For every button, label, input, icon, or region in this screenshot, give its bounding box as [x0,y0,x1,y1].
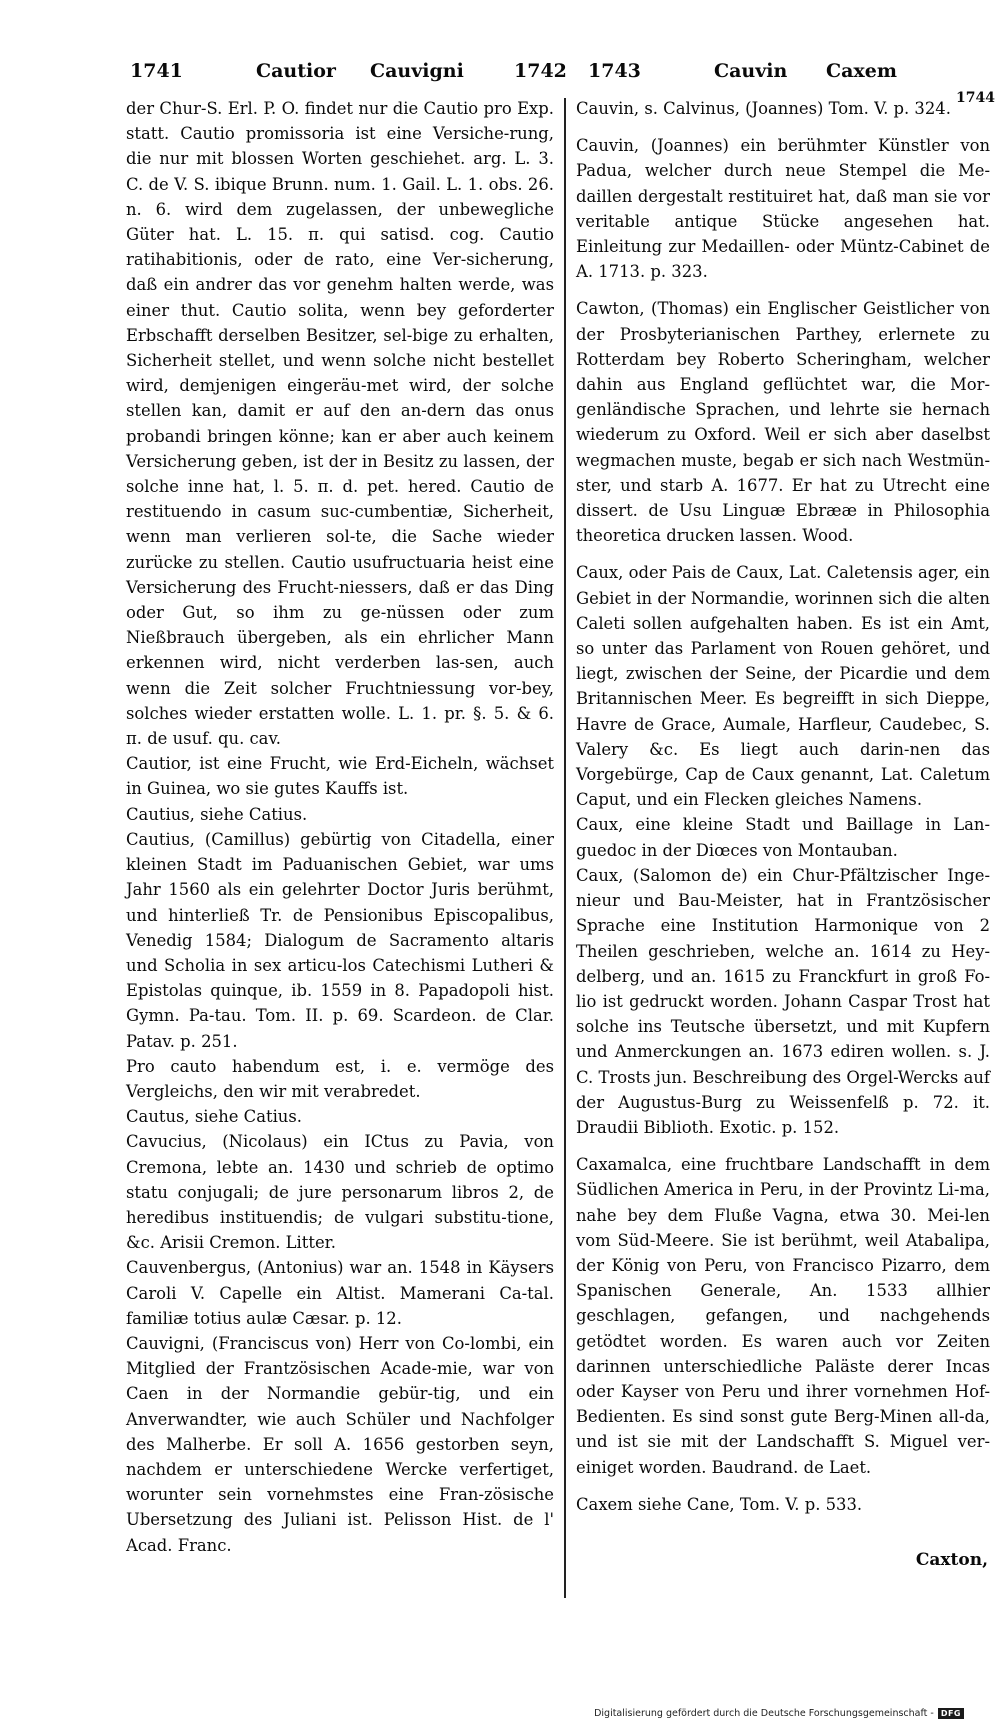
column-divider [564,98,566,1598]
header-page-number-right-2: 1744 [956,90,995,106]
entry-cawton: Cawton, (Thomas) ein Englischer Geistlicher von der Prosbyterianischen Parthey, erlernete zu Rotterdam bey Roberto Scheringham, welcher dahin aus England geflüchtet war, die Mor-genländische Sprachen, und lehrte sie hernach wiederum zu Oxford. Weil er sich aber daselbst wegmachen muste, begab er sich nach Westmün-ster, und starb A. 1677. Er hat zu Utrecht eine dissert. de Usu Linguæ Ebrææ in Philosophia theoretica drucken lassen. Wood. [576,299,990,546]
catchword: Caxton, [915,1550,988,1570]
entry-caux-pais: Caux, oder Pais de Caux, Lat. Caletensis ager, ein Gebiet in der Normandie, worinnen sich die alten Caleti sollen aufgehalten haben. Es ist ein Amt, so unter das Parlament von Rouen gehöret, und liegt, zwischen der Seine, der Picardie und dem Britannischen Meer. Es begreifft in sich Dieppe, Havre de Grace, Aumale, Harfleur, Caudebec, S. Valery &c. Es liegt auch darin-nen das Vorgebürge, Cap de Caux genannt, Lat. Caletum Caput, und ein Flecken gleiches Namens. [576,563,990,810]
entry-caux-salomon: Caux, (Salomon de) ein Chur-Pfältzischer Inge-nieur und Bau-Meister, hat in Frantzösischer Sprache eine Institution Harmonique von 2 Theilen geschrieben, welche an. 1614 zu Hey-delberg, und an. 1615 zu Franckfurt in groß Fo-lio ist gedruckt worden. Johann Caspar Trost hat solche ins Teutsche übersetzt, und mit Kupfern und Anmerckungen an. 1673 ediren wollen. s. J. C. Trosts jun. Beschreibung des Orgel-Wercks auf der Augustus-Burg zu Weissenfelß p. 72. it. Draudii Biblioth. Exotic. p. 152. [576,865,990,1137]
left-column [126,96,554,1558]
entry-cautior: Cautior, ist eine Frucht, wie Erd-Eicheln, wächset in Guinea, wo sie gutes Kauffs ist. [126,754,554,799]
header-keyword-right-2: Caxem [826,60,897,82]
entry-cautius-camillus: Cautius, (Camillus) gebürtig von Citadella, einer kleinen Stadt im Paduanischen Gebiet, war ums Jahr 1560 als ein gelehrter Doctor Juris berühmt, und hinterließ Tr. de Pensionibus Episcopalibus, Venedig 1584; Dialogum de Sacramento altaris und Scholia in sex articu-los Catechismi Lutheri & Epistolas quinque, ib. 1559 in 8. Papadopoli hist. Gymn. Pa-tau. Tom. II. p. 69. Scardeon. de Clar. Patav. p. 251. [126,829,554,1051]
entry-cautio: der Chur-S. Erl. P. O. findet nur die Cautio pro Exp. statt. Cautio promissoria ist eine Versiche-rung, die nur mit blossen Worten geschiehet. arg. L. 3. C. de V. S. ibique Brunn. num. 1. Gail. L. 1. obs. 26. n. 6. wird dem zugelassen, der unbewegliche Güter hat. L. 15. π. qui satisd. cog. Cautio ratihabitionis, oder de rato, eine Ver-sicherung, daß ein andrer das vor genehm halten werde, was einer thut. Cautio solita, wenn bey geforderter Erbschafft derselben Besitzer, sel-bige zu erhalten, Sicherheit stellet, und wenn solche nicht bestellet wird, demjenigen eingeräu-met wird, der solche stellen kan, damit er auf den an-dern das onus probandi bringen könne; kan er aber auch keinem Versicherung geben, ist der in Besitz zu lassen, der solche inne hat, l. 5. π. d. pet. hered. Cautio de restituendo in casum suc-cumbentiæ, Sicherheit, wenn man verlieren sol-te, die Sache wieder zurücke zu stellen. Cautio usufructuaria heist eine Versicherung des Frucht-niessers, daß er das Ding oder Gut, so ihm zu ge-nüssen oder zum Nießbrauch übergeben, als ein ehrlicher Mann erkennen wird, nicht verderben las-sen, auch wenn die Zeit solcher Fruchtniessung vor-bey, solches wieder erstatten wolle. L. 1. pr. §. 5. & 6. π. de usuf. qu. cav. [126,99,554,749]
entry-cauvin-ref: Cauvin, s. Calvinus, (Joannes) Tom. V. p. 324. [576,99,951,118]
header-page-number-left-2: 1742 [514,60,567,82]
header-keyword-left-2: Cauvigni [370,60,464,82]
entry-cautius-ref: Cautius, siehe Catius. [126,804,308,824]
entry-cautus: Cautus, siehe Catius. [126,1107,302,1127]
entry-pro-cauto: Pro cauto habendum est, i. e. vermöge des Vergleichs, den wir mit verabredet. [126,1056,554,1101]
header-keyword-left-1: Cautior [256,60,336,82]
entry-caxamalca: Caxamalca, eine fruchtbare Landschafft in dem Südlichen America in Peru, in der Provintz Li-ma, nahe bey dem Fluße Vagna, etwa 30. Mei-len vom Süd-Meere. Sie ist berühmt, weil Atabalipa, der König von Peru, von Francisco Pizarro, dem Spanischen Generale, An. 1533 allhier geschlagen, gefangen, und nachgehends getödtet worden. Es waren auch vor Zeiten darinnen unterschiedliche Paläste derer Incas oder Kayser von Peru und ihrer vornehmen Hof-Bedienten. Es sind sonst gute Berg-Minen all-da, und ist sie mit der Landschafft S. Miguel ver-einiget worden. Baudrand. de Laet. [576,1155,990,1477]
entry-cauvin-joannes: Cauvin, (Joannes) ein berühmter Künstler von Padua, welcher durch neue Stempel die Me-daillen dergestalt restituiret hat, daß man sie vor veritable antique Stücke angesehen hat. Einleitung zur Medaillen- oder Müntz-Cabinet de A. 1713. p. 323. [576,136,990,282]
dfg-logo-icon: DFG [938,1708,964,1719]
header-page-number-left: 1741 [130,60,183,82]
entry-caux-stadt: Caux, eine kleine Stadt und Baillage in Lan-guedoc in der Diœces von Montauban. [576,815,990,860]
header-keyword-right-1: Cauvin [714,60,788,82]
entry-cauvigni: Cauvigni, (Franciscus von) Herr von Co-lombi, ein Mitglied der Frantzösischen Acade-mie, war von Caen in der Normandie gebür-tig, und ein Anverwandter, wie auch Schüler und Nachfolger des Malherbe. Er soll A. 1656 gestorben seyn, nachdem er unterschiedene Wercke verfertiget, worunter sein vornehmstes eine Fran-zösische Ubersetzung des Juliani ist. Pelisson Hist. de l' Acad. Franc. [126,1333,554,1555]
entry-cauvenbergus: Cauvenbergus, (Antonius) war an. 1548 in Käysers Caroli V. Capelle ein Altist. Mamerani Ca-tal. familiæ totius aulæ Cæsar. p. 12. [126,1258,554,1328]
entry-cavucius: Cavucius, (Nicolaus) ein ICtus zu Pavia, von Cremona, lebte an. 1430 und schrieb de optimo statu conjugali; de jure personarum libros 2, de heredibus instituendis; de vulgari substitu-tione, &c. Arisii Cremon. Litter. [126,1132,554,1253]
header-page-number-right: 1743 [588,60,641,82]
entry-caxem: Caxem siehe Cane, Tom. V. p. 533. [576,1494,863,1514]
right-column [576,96,990,1517]
footer-credit: Digitalisierung gefördert durch die Deutsche Forschungsgemeinschaft - [594,1708,934,1719]
footer [594,1708,964,1719]
